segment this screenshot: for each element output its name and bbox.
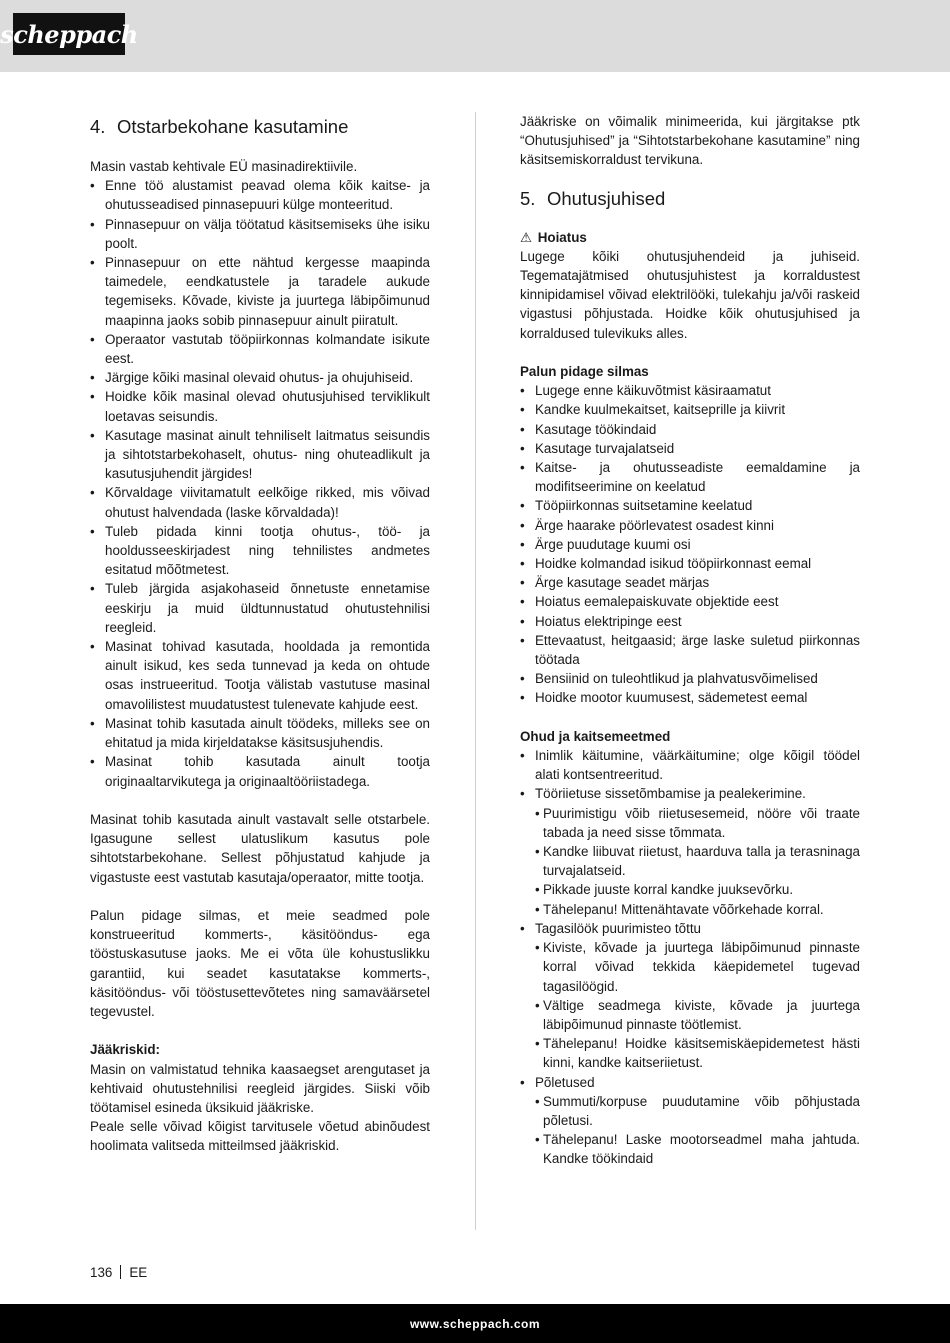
hazard-subitem: • Pikkade juuste korral kandke juuksevõrku. (535, 880, 860, 899)
hazard-subitem: • Tähelepanu! Mittenähtavate võõrkehade korral. (535, 900, 860, 919)
residual-risks-heading: Jääkriskid: (90, 1042, 160, 1058)
hazard-item (520, 1073, 860, 1169)
intro-text: Masin vastab kehtivale EÜ masinadirektiivile. (90, 159, 358, 174)
attention-heading: Palun pidage silmas (520, 364, 649, 380)
hazard-subitem: • Summuti/korpuse puudutamine võib põhjustada põletusi. (535, 1092, 860, 1130)
left-column (90, 112, 430, 1156)
list-item: • Kasutage turvajalatseid (520, 439, 860, 458)
list-item: • Ärge puudutage kuumi osi (520, 535, 860, 554)
hazard-sublist (535, 1092, 860, 1169)
list-item: • Ettevaatust, heitgaasid; ärge laske suletud piirkonnas töötada (520, 631, 860, 669)
list-item: • Masinat tohib kasutada ainult töödeks, milleks see on ehitatud ja mida kirjeldatakse käsitsusjuhendis. (90, 714, 430, 752)
language-code: EE (129, 1265, 148, 1280)
hazards-list (520, 746, 860, 1168)
list-item: • Enne töö alustamist peavad olema kõik kaitse- ja ohutusseadised pinnasepuuri külge monteeritud. (90, 176, 430, 214)
hazard-item (520, 746, 860, 784)
hazard-subitem: • Tähelepanu! Hoidke käsitsemiskäepidemetest hästi kinni, kandke kaitseriietust. (535, 1034, 860, 1072)
list-item: • Masinat tohivad kasutada, hooldada ja remontida ainult isikud, kes seda tunnevad ja keda on ohtude osas instrueeritud. Tootja välistab vastutuse masinal omavolilistest muudatustest tulenevate kahjude eest. (90, 637, 430, 714)
list-item: • Masinat tohib kasutada ainult tootja originaaltarvikutega ja originaaltööriistadega. (90, 752, 430, 790)
list-item: • Bensiinid on tuleohtlikud ja plahvatusvõimelised (520, 669, 860, 688)
warning-text: Lugege kõiki ohutusjuhendeid ja juhiseid. Tegematajätmised ohutusjuhistest ja korraldustest kinnipidamisel võivad elektrilööki, tulekahju ja/või raskeid vigastusi põhjustada. Hoidke kõik ohutusjuhised ja korraldused tulevikuks alles. (520, 248, 860, 341)
list-item: • Kasutage masinat ainult tehniliselt laitmatus seisundis ja sihtotstarbekohaselt, ohutus- ning ohuteadlikult ja kasutusjuhendit järgides! (90, 426, 430, 484)
list-item: • Hoiatus eemalepaiskuvate objektide eest (520, 592, 860, 611)
list-item: • Tuleb järgida asjakohaseid õnnetuste ennetamise eeskirju ja muid üldtunnustatud ohutustehnilisi reegleid. (90, 579, 430, 637)
list-item: • Hoidke kõik masinal olevad ohutusjuhised terviklikult loetavas seisundis. (90, 387, 430, 425)
paragraph-commercial: Palun pidage silmas, et meie seadmed pole konstrueeritud kommerts-, käsitööndus- ega tööstuskasutuse jaoks. Me ei võta üle kohustuslikku garantiid, kui seadet kasutatakse kommerts-, käsitööndus- või tööstusettevõtetes ning samaväärsetel tegevustel. (90, 907, 430, 1019)
hazard-subitem: • Kandke liibuvat riietust, haarduva talla ja terasninaga turvajalatseid. (535, 842, 860, 880)
page-number: 136 (90, 1265, 113, 1280)
paragraph-purpose: Masinat tohib kasutada ainult vastavalt selle otstarbele. Igasugune sellest ulatuslikum kasutus pole sihtotstarbekohane. Sellest põhjustatud kahjude ja vigastuste eest vastutab kasutaja/operaator, mitte tootja. (90, 811, 430, 885)
hazard-item (520, 784, 860, 918)
scheppach-logo: scheppach (13, 13, 125, 55)
hazard-text: Põletused (535, 1074, 595, 1090)
hazard-text: Inimlik käitumine, väärkäitumine; olge kõigil töödel alati kontsentreeritud. (535, 748, 860, 783)
list-item: • Pinnasepuur on ette nähtud kergesse maapinda taimedele, eendkatustele ja taradele aukude tegemiseks. Kõvade, kiviste ja juurtega läbipõimunud maapinna jaoks sobib pinnasepuur ainult piiratult. (90, 253, 430, 330)
warning-heading: ⚠ Hoiatus (520, 228, 860, 247)
list-item: • Kandke kuulmekaitset, kaitseprille ja kiivrit (520, 400, 860, 419)
list-item: • Tööpiirkonnas suitsetamine keelatud (520, 496, 860, 515)
attention-list (520, 381, 860, 707)
header-bar (0, 0, 950, 72)
column-divider (475, 112, 476, 1230)
residual-risks-text-1: Masin on valmistatud tehnika kaasaegset arengutaset ja kehtivaid ohutustehnilisi reegleid järgides. Siiski võib töötamisel esineda üksikuid jääkriske. (90, 1061, 430, 1115)
hazards-heading: Ohud ja kaitsemeetmed (520, 728, 671, 744)
list-item: • Operaator vastutab tööpiirkonnas kolmandate isikute eest. (90, 330, 430, 368)
section-4-heading: 4. Otstarbekohane kasutamine (90, 116, 349, 137)
website-link[interactable]: www.scheppach.com (409, 1316, 541, 1331)
hazard-subitem: • Puurimistigu võib riietusesemeid, nööre või traate tabada ja need sisse tõmmata. (535, 804, 860, 842)
warning-triangle-icon: ⚠ (520, 229, 533, 245)
intended-use-list (90, 176, 430, 791)
list-item: • Hoidke mootor kuumusest, sädemetest eemal (520, 688, 860, 707)
list-item: • Hoiatus elektripinge eest (520, 612, 860, 631)
list-item: • Kasutage töökindaid (520, 420, 860, 439)
hazard-item (520, 919, 860, 1073)
right-column (520, 112, 860, 1169)
list-item: • Pinnasepuur on välja töötatud käsitsemiseks ühe isiku poolt. (90, 215, 430, 253)
list-item: • Järgige kõiki masinal olevaid ohutus- ja ohujuhiseid. (90, 368, 430, 387)
hazard-sublist (535, 804, 860, 919)
list-item: • Hoidke kolmandad isikud tööpiirkonnast eemal (520, 554, 860, 573)
hazard-subitem: • Kiviste, kõvade ja juurtega läbipõimunud pinnaste korral võivad tekkida käepidemetel tugevad tagasilöögid. (535, 938, 860, 996)
list-item: • Ärge kasutage seadet märjas (520, 573, 860, 592)
hazard-text: Tööriietuse sissetõmbamise ja pealekerimine. (535, 786, 806, 802)
hazard-subitem: • Vältige seadmega kiviste, kõvade ja juurtega läbipõimunud pinnaste töötlemist. (535, 996, 860, 1034)
list-item: • Kõrvaldage viivitamatult eelkõige rikked, mis võivad ohutust halvendada (laske kõrvaldada)! (90, 483, 430, 521)
hazard-sublist (535, 938, 860, 1072)
hazard-subitem: • Tähelepanu! Laske mootorseadmel maha jahtuda. Kandke töökindaid (535, 1130, 860, 1168)
list-item: • Tuleb pidada kinni tootja ohutus-, töö- ja hooldusseeskirjadest ning tehnilistes andmetes esitatud mõõtmetest. (90, 522, 430, 580)
residual-risks-text-2: Peale selle võivad kõigist tarvitusele võetud abinõudest hoolimata valitseda mitteilmsed jääkriskid. (90, 1119, 430, 1154)
section-5-heading: 5. Ohutusjuhised (520, 187, 666, 209)
list-item: • Lugege enne käikuvõtmist käsiraamatut (520, 381, 860, 400)
list-item: • Kaitse- ja ohutusseadiste eemaldamine ja modifitseerimine on keelatud (520, 458, 860, 496)
list-item: • Ärge haarake pöörlevatest osadest kinni (520, 516, 860, 535)
page-footer (90, 1263, 147, 1283)
footer-separator (120, 1265, 121, 1279)
hazard-text: Tagasilöök puurimisteo tõttu (535, 920, 701, 936)
footer-bar (0, 1304, 950, 1343)
residual-minimize-text: Jääkriske on võimalik minimeerida, kui järgitakse ptk “Ohutusjuhised” ja “Sihtotstarbekohane kasutamine” ning käsitsemiskorraldust tervikuna. (520, 114, 860, 168)
